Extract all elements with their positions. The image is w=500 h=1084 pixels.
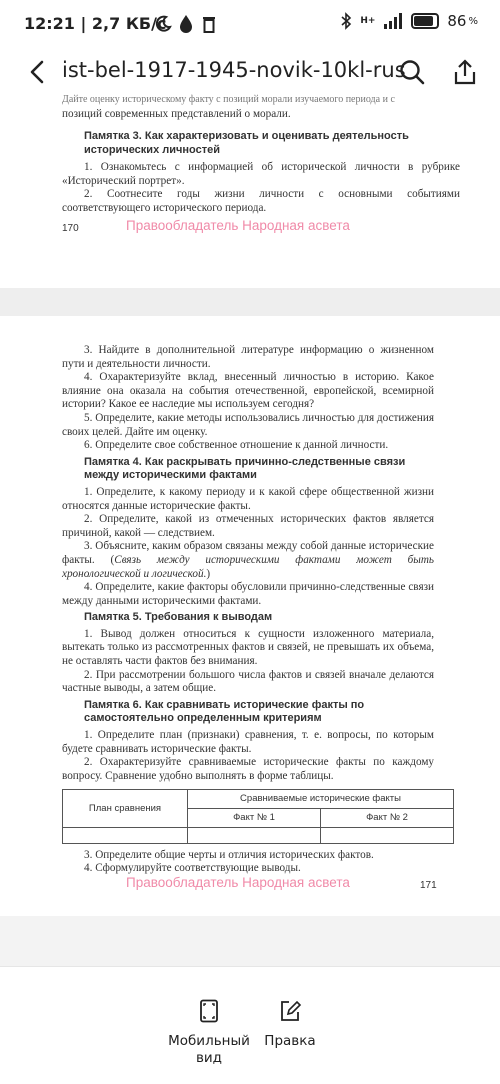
text-line: позиций современных представлений о морали. [62,108,291,120]
list-item: 5. Определите, какие методы использовались личностью для достижения своих целей. Дайте им оценку. [62,411,434,438]
mobile-view-label-line2: вид [195,1050,223,1066]
edit-icon [279,999,301,1023]
percent-sign: % [468,15,478,27]
cut-off-line: Дайте оценку историческому факту с позиций морали изучаемого периода и с [62,94,395,105]
list-item: 1. Определите план (признаки) сравнения, т. е. вопросы, по которым будете сравнивать исторические факты. [62,729,434,755]
signal-icon [383,13,403,29]
back-arrow-icon[interactable] [28,60,46,84]
drop-icon [178,14,194,33]
list-item: 1. Определите, к какому периоду и к какой сфере общественной жизни относятся данные исторические факты. [62,485,434,512]
table-cell [188,827,321,843]
page-171 [0,316,500,916]
list-item: 4. Охарактеризуйте вклад, внесенный личностью в историю. Какое влияние она оказала на события отечественной, европейской, всемирной истории? Какое ее наследие мы используем сегодня? [62,371,434,411]
item-text: 3. Объясните, каким образом связаны между собой данные исторические факты. ( [62,540,434,566]
trash-icon [201,14,217,33]
heading-pamyatka-4: Памятка 4. Как раскрывать причинно-следственные связи между историческими фактами [84,455,406,482]
comparison-table [62,789,454,843]
mobile-view-button[interactable] [166,999,252,1067]
status-time: 12:21 | 2,7 КБ/с [24,14,167,33]
edit-button[interactable] [262,999,318,1050]
page-170 [0,94,500,288]
page-number: 171 [420,880,437,891]
list-item: 6. Определите свое собственное отношение к данной личности. [84,439,389,452]
share-icon[interactable] [452,58,478,86]
list-item: 3. Найдите в дополнительной литературе информацию о жизненном пути и деятельности личности. [62,344,434,370]
heading-pamyatka-6: Памятка 6. Как сравнивать исторические факты по самостоятельно определенным критериям [84,698,365,725]
edit-label: Правка [264,1033,316,1049]
table-header-group: Сравниваемые исторические факты [188,790,454,809]
list-item: 4. Сформулируйте соответствующие выводы. [84,862,301,875]
page-separator [0,288,500,316]
heading-pamyatka-3: Памятка 3. Как характеризовать и оценивать деятельность исторических личностей [84,130,409,156]
mobile-view-label: Мобильный [168,1033,250,1049]
table-header-fact2: Факт № 2 [321,809,454,828]
list-item: 1. Вывод должен относиться к сущности изложенного материала, вытекать только из рассмотренных фактов и связей, не превышать их объема, не оставлять части фактов без внимания. [62,627,434,668]
table-cell [63,827,188,843]
list-item: 2. Соотнесите годы жизни личности с основными событиями соответствующего исторического периода. [62,188,460,214]
bottom-toolbar [0,966,500,1084]
item-italic-text: Связь между историческими фактами может быть хронологической и логической. [62,553,434,580]
search-icon[interactable] [398,58,426,86]
watermark: Правообладатель Народная асвета [126,218,350,233]
bluetooth-icon [340,12,352,30]
list-item: 2. Определите, какой из отмеченных исторических фактов является причиной, какой — следствием. [62,513,434,539]
list-item: 1. Ознакомьтесь с информацией об исторической личности в рубрике «Исторический портрет». [62,161,460,187]
table-cell [321,827,454,843]
battery-icon [411,13,439,29]
page-number: 170 [62,223,79,234]
app-bar [0,46,500,98]
list-item: 2. При рассмотрении большого числа фактов и связей вначале делаются частные выводы, а затем общие. [62,668,434,695]
battery-level: 86 [447,12,467,30]
status-bar [0,0,500,46]
heading-pamyatka-5: Памятка 5. Требования к выводам [84,611,273,624]
watermark: Правообладатель Народная асвета [126,875,350,890]
moon-icon [154,15,172,33]
mobile-view-icon [198,999,220,1023]
list-item [62,540,434,581]
table-header-plan: План сравнения [63,790,188,827]
document-title: ist-bel-1917-1945-novik-10kl-rus [62,58,406,82]
list-item: 2. Охарактеризуйте сравниваемые исторические факты по каждому вопросу. Сравнение удобно выполнять в форме таблицы. [62,756,434,782]
list-item: 4. Определите, какие факторы обусловили причинно-следственные связи между данными историческими фактами. [62,581,434,607]
network-type: H+ [360,16,376,26]
document-background [0,916,500,966]
list-item: 3. Определите общие черты и отличия исторических фактов. [84,848,374,861]
item-text-end: ) [206,567,211,580]
table-header-fact1: Факт № 1 [188,809,321,828]
